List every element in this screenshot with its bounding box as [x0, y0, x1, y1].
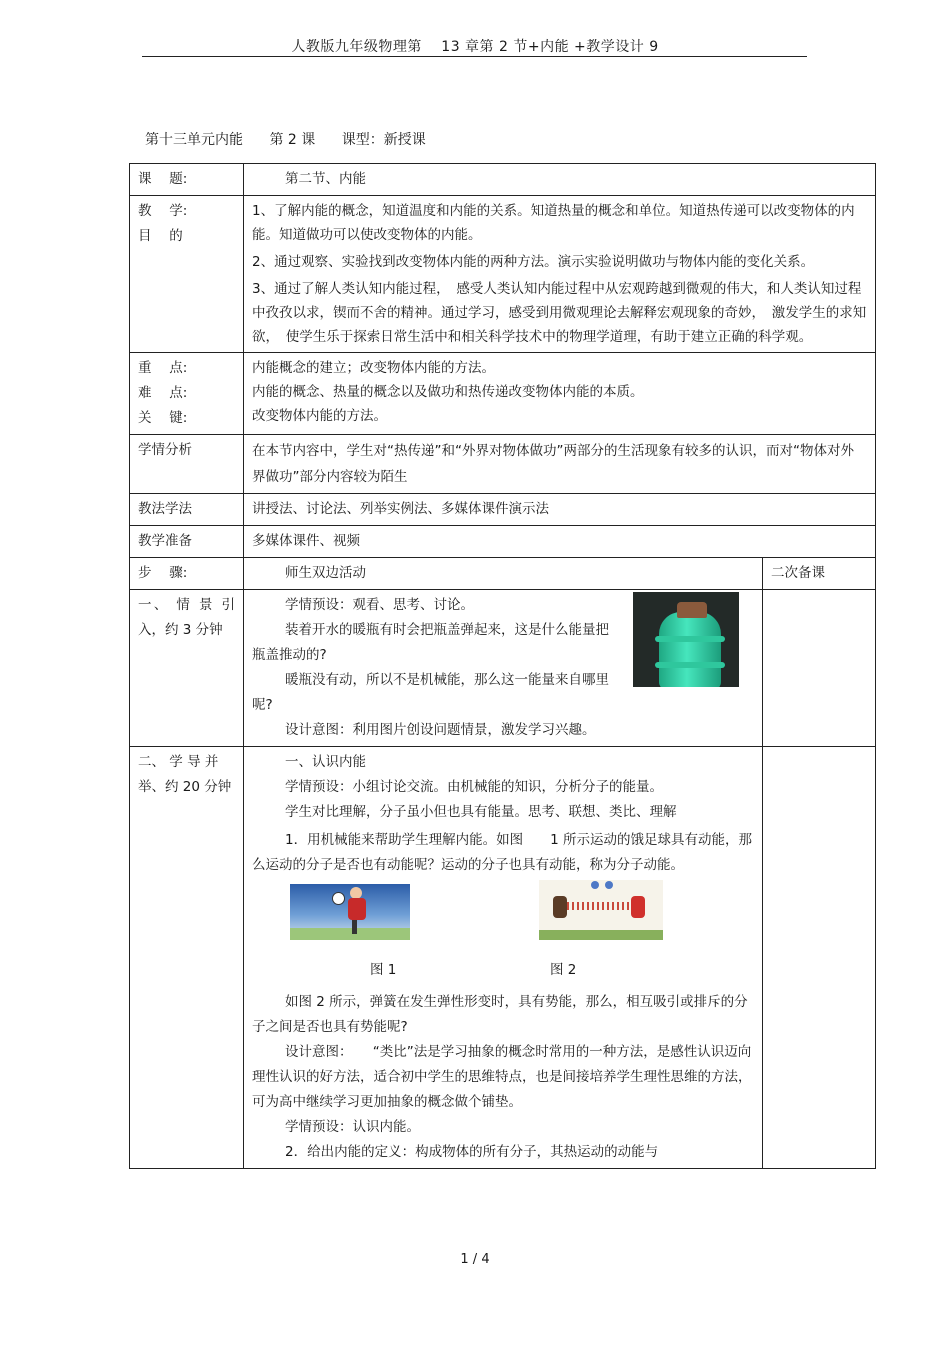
label-methods: 教法学法 — [130, 494, 244, 526]
second-prep-header: 二次备课 — [771, 565, 825, 581]
step2-heading: 一、认识内能 — [285, 754, 366, 770]
methods-value: 讲授法、讨论法、列举实例法、多媒体课件演示法 — [252, 501, 549, 517]
row-step1 — [130, 590, 876, 747]
label-objectives-1: 教 学: — [138, 203, 188, 219]
step2-p3: 1．用机械能来帮助学生理解内能。如图 1 所示运动的饿足球具有动能，那么运动的分子是否也有动能呢？运动的分子也具有动能，称为分子动能。 — [252, 832, 752, 873]
row-step2 — [130, 747, 876, 1169]
label-critical: 关 键: — [138, 410, 188, 426]
objective-3: 3、通过了解人类认知内能过程， 感受人类认知内能过程中从宏观跨越到微观的伟大，和人类认知过程中孜孜以求，锲而不舍的精神。通过学习，感受到用微观理论去解释宏观现象的奇妙， 激发学生的求知欲， 使学生乐于探索日常生活中和相关科学技术中的物理学道理，有助于建立正确的科学观。 — [252, 281, 867, 345]
row-topic — [130, 164, 876, 196]
step2-p5: 设计意图： “类比”法是学习抽象的概念时常用的一种方法，是感性认识迈向理性认识的好方法，适合初中学生的思维特点，也是间接培养学生理性思维的方法，可为高中继续学习更加抽象的概念做个铺垫。 — [252, 1044, 752, 1110]
soccer-player-image — [290, 884, 410, 940]
row-key-points — [130, 353, 876, 435]
step1-line-4: 设计意图：利用图片创设问题情景，激发学习兴趣。 — [285, 722, 596, 738]
lesson-type: 课型：新授课 — [341, 132, 426, 148]
figure-1-caption: 图 1 — [370, 962, 397, 978]
unit-title: 第十三单元内能 — [145, 132, 243, 148]
header-rule — [142, 56, 807, 57]
figure-2-caption: 图 2 — [550, 962, 577, 978]
label-step1: 一、 情 景 引入，约 3 分钟 — [138, 597, 235, 638]
page-number: 1 / 4 — [460, 1252, 490, 1267]
thermos-bottle-image — [633, 592, 739, 687]
step2-p2: 学生对比理解，分子虽小但也具有能量。思考、联想、类比、理解 — [285, 804, 677, 820]
activity-header: 师生双边活动 — [285, 565, 366, 581]
row-analysis — [130, 435, 876, 494]
preparation-value: 多媒体课件、视频 — [252, 533, 360, 549]
label-difficulty: 难 点: — [138, 385, 188, 401]
objective-1: 1、了解内能的概念，知道温度和内能的关系。知道热量的概念和单位。知道热传递可以改变物体的内能。知道做功可以使改变物体的内能。 — [252, 203, 855, 243]
lesson-number: 第 2 课 — [269, 132, 316, 148]
critical-value: 改变物体内能的方法。 — [252, 408, 387, 424]
document-header: 人教版九年级物理第 13 章第 2 节+内能 +教学设计 9 — [291, 39, 659, 55]
figures — [252, 878, 754, 990]
difficulty-value: 内能的概念、热量的概念以及做功和热传递改变物体内能的本质。 — [252, 384, 644, 400]
step2-p1: 学情预设：小组讨论交流。由机械能的知识，分析分子的能量。 — [285, 779, 663, 795]
label-objectives-2: 目 的 — [138, 228, 183, 244]
unit-line — [145, 129, 448, 149]
step1-line-2: 装着开水的暖瓶有时会把瓶盖弹起来，这是什么能量把瓶盖推动的? — [252, 622, 609, 663]
label-analysis: 学情分析 — [130, 435, 244, 494]
label-key: 重 点: — [138, 360, 188, 376]
step2-p4: 如图 2 所示，弹簧在发生弹性形变时，具有势能，那么，相互吸引或排斥的分子之间是否也具有势能呢? — [252, 994, 748, 1035]
step1-line-1: 学情预设：观看、思考、讨论。 — [285, 597, 474, 613]
step2-second-prep — [763, 747, 876, 1169]
step2-p7: 2．给出内能的定义：构成物体的所有分子，其热运动的动能与 — [285, 1144, 659, 1160]
label-topic: 课 题: — [130, 164, 244, 196]
label-steps: 步 骤: — [130, 558, 244, 590]
row-objectives — [130, 196, 876, 353]
label-step2: 二、 学 导 并举、约 20 分钟 — [138, 754, 232, 795]
topic-value: 第二节、内能 — [285, 171, 366, 187]
step1-line-3: 暖瓶没有动，所以不是机械能，那么这一能量来自哪里呢? — [252, 672, 609, 713]
row-steps-header — [130, 558, 876, 590]
step2-p6: 学情预设：认识内能。 — [285, 1119, 420, 1135]
key-point-value: 内能概念的建立；改变物体内能的方法。 — [252, 360, 495, 376]
spring-tug-image — [539, 880, 663, 940]
label-preparation: 教学准备 — [130, 526, 244, 558]
analysis-value: 在本节内容中，学生对“热传递”和“外界对物体做功”两部分的生活现象有较多的认识，而对“物体对外界做功”部分内容较为陌生 — [252, 443, 854, 485]
row-preparation — [130, 526, 876, 558]
objective-2: 2、通过观察、实验找到改变物体内能的两种方法。演示实验说明做功与物体内能的变化关系。 — [252, 254, 815, 270]
step1-second-prep — [763, 590, 876, 747]
lesson-plan-table — [129, 163, 876, 1169]
row-methods — [130, 494, 876, 526]
